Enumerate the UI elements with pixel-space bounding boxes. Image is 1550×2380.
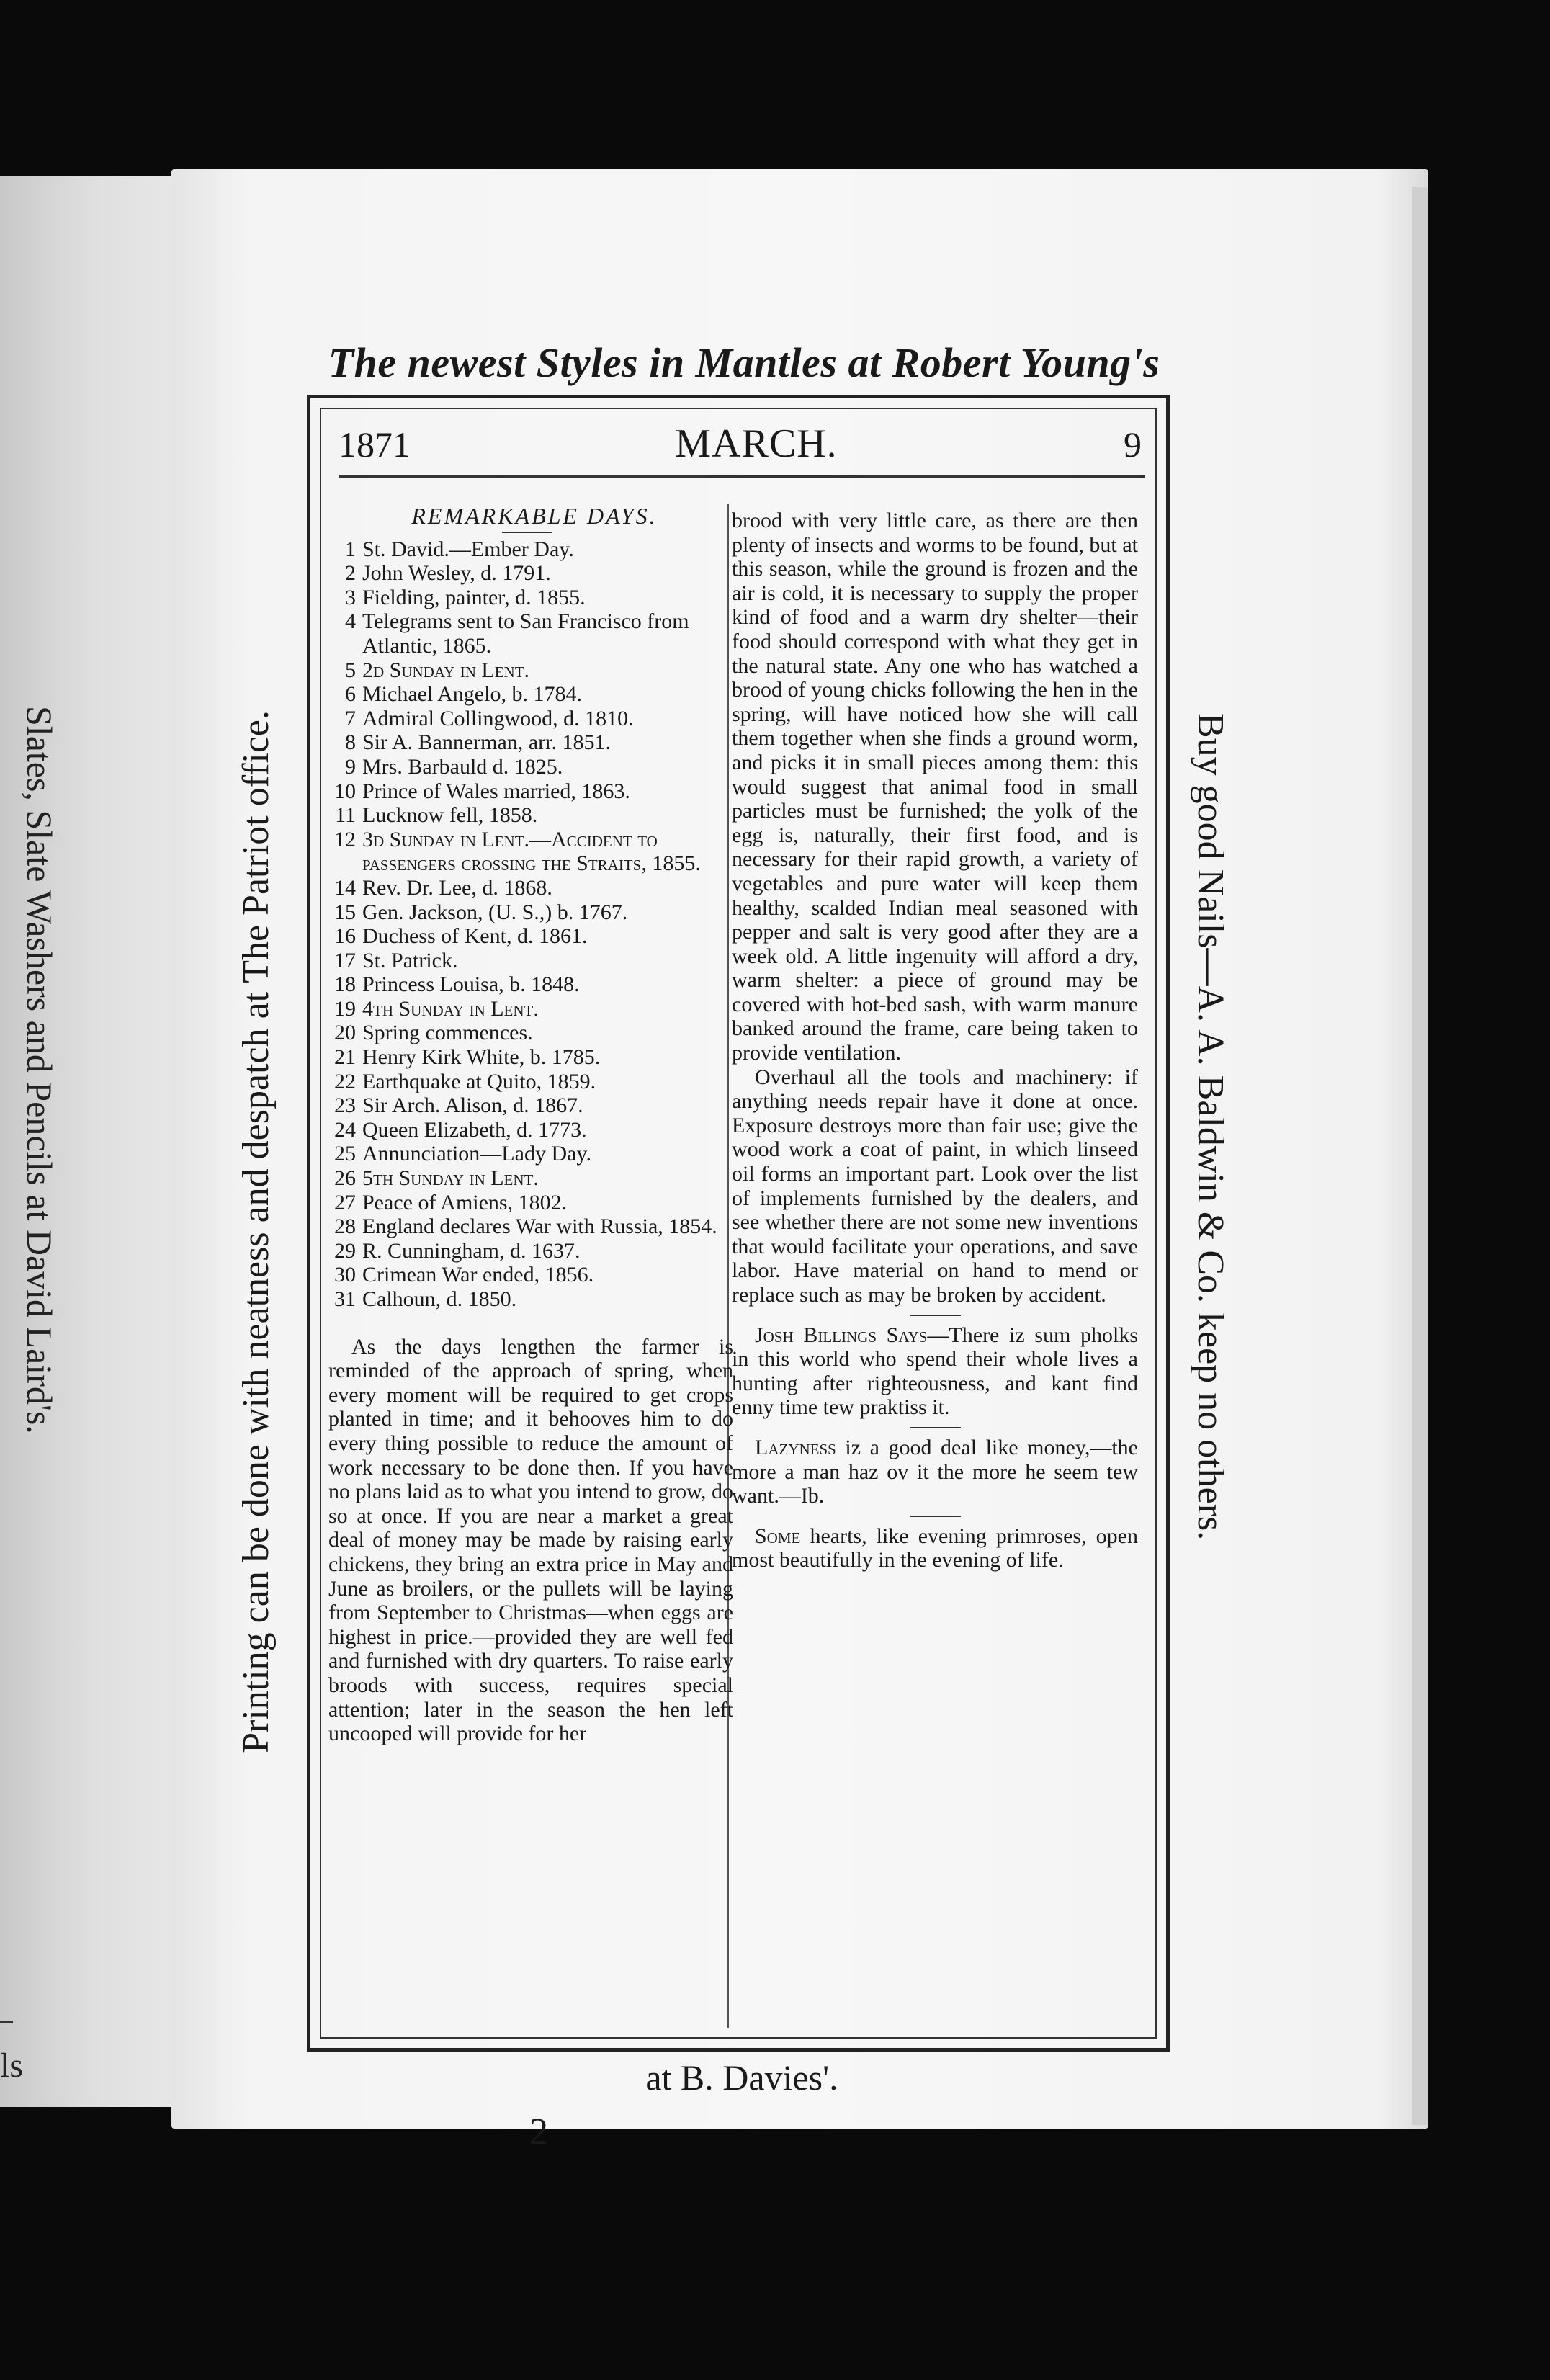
calendar-page-number: 9 [1124, 424, 1142, 465]
section-rule [910, 1427, 961, 1428]
spacer [321, 1312, 733, 1335]
left-page-fragment: ls [0, 2046, 24, 2085]
day-event: Crimean War ended, 1856. [362, 1263, 594, 1287]
day-number: 11 [335, 803, 356, 828]
page-signature-number: 2 [529, 2111, 548, 2152]
remarkable-day-item [321, 1239, 733, 1263]
remarkable-days-list [321, 537, 733, 1312]
page-edge [1412, 187, 1428, 2125]
remarkable-day-item [321, 586, 733, 610]
day-number: 7 [345, 706, 356, 730]
remarkable-day-item [321, 561, 733, 586]
side-ad-left [230, 569, 281, 1894]
remarkable-day-item [321, 1070, 733, 1094]
day-number: 20 [334, 1021, 356, 1045]
calendar-year: 1871 [339, 424, 411, 465]
remarkable-day-item [321, 1166, 733, 1191]
day-number: 15 [334, 900, 356, 924]
day-event: Rev. Dr. Lee, d. 1868. [362, 875, 552, 900]
remarkable-day-item [321, 682, 733, 707]
day-event: Mrs. Barbauld d. 1825. [362, 754, 563, 779]
remarkable-day-item [321, 876, 733, 900]
remarkable-day-item [321, 924, 733, 949]
remarkable-day-item [321, 1263, 733, 1287]
chicks-paragraph: brood with very little care, as there are then plenty of insects and worms to be found, but at this season, while the ground is frozen and the air is cold, it is necessary to supply the proper kind of food and a warm dry shelter—their food should correspond with what they get in the natural state. Any one who has watched a brood of young chicks following the hen in the spring, will have noticed how she will call them together when she finds a ground worm, and picks it in small pieces among them: this would suggest that animal food in small particles must be furnished; the yolk of the egg is, naturally, their first food, and is necessary for their rapid growth, a variety of vegetables and pure water will keep them healthy, scalded Indian meal seasoned with pepper and salt is very good after they are a week old. A little ingenuity will afford a dry, warm shelter: a piece of ground may be covered with hot-bed sash, with warm manure banked around the frame, care being taken to provide ventilation. [732, 509, 1138, 1065]
day-number: 22 [334, 1069, 356, 1093]
day-event: Spring commences. [362, 1021, 533, 1045]
day-event: Sir Arch. Alison, d. 1867. [362, 1093, 583, 1118]
day-event: England declares War with Russia, 1854. [362, 1214, 717, 1239]
remarkable-days-title: REMARKABLE DAYS. [411, 503, 658, 529]
day-number: 17 [334, 948, 356, 972]
day-number: 4 [345, 609, 356, 634]
day-number: 10 [334, 779, 356, 803]
remarkable-day-item [321, 1214, 733, 1239]
day-number: 31 [334, 1287, 356, 1311]
day-event: Prince of Wales married, 1863. [362, 779, 630, 803]
remarkable-day-item [321, 1093, 733, 1118]
remarkable-day-item [321, 730, 733, 755]
day-event: Gen. Jackson, (U. S.,) b. 1767. [362, 900, 628, 924]
day-number: 30 [334, 1263, 356, 1287]
remarkable-day-item [321, 1142, 733, 1166]
left-column [321, 504, 733, 1746]
remarkable-day-item [321, 537, 733, 562]
day-number: 9 [345, 754, 356, 779]
remarkable-day-item [321, 609, 733, 658]
day-number: 1 [345, 537, 356, 561]
remarkable-day-item [321, 1118, 733, 1142]
day-number: 25 [334, 1142, 356, 1166]
josh-billings-text: —There iz sum pholks in this world who spend their whole lives a hunting after righteousness, and kant find enny time tew praktiss it. [732, 1323, 1138, 1420]
day-number: 14 [334, 875, 356, 900]
remarkable-day-item [321, 900, 733, 925]
lazyness-text: iz a good deal like money,—the more a man haz ov it the more he seem tew want.—Ib. [732, 1435, 1138, 1508]
farmer-paragraph: As the days lengthen the farmer is reminded of the approach of spring, when every moment will be required to get crops planted in time; and it behooves him to do every thing possible to reduce the amount of work necessary to be done then. If you have no plans laid as to what you intend to grow, do so at once. If you are near a market a great deal of money may be made by raising early chickens, they bring an extra price in May and June as broilers, or the pullets will be laying from September to Christmas—when eggs are highest in price.—provided they are well fed and furnished with dry quarters. To raise early broods with success, requires special attention; later in the season the hen left uncooped will provide for her [328, 1334, 733, 1746]
day-number: 3 [345, 585, 356, 609]
day-number: 2 [345, 561, 356, 586]
section-rule [910, 1516, 961, 1517]
remarkable-day-item [321, 949, 733, 973]
day-event: St. Patrick. [362, 948, 458, 972]
page-footer-ad: at B. Davies'. [645, 2057, 838, 2098]
right-column [723, 509, 1148, 1572]
calendar-month: MARCH. [675, 421, 838, 466]
day-event: John Wesley, d. 1791. [362, 561, 551, 586]
page-header-ad: The newest Styles in Mantles at Robert Young's [328, 339, 1160, 386]
day-number: 23 [334, 1093, 356, 1118]
day-event: Lucknow fell, 1858. [362, 803, 538, 828]
day-event: 3d Sunday in Lent.—Accident to passengers crossing the Straits, 1855. [362, 827, 701, 876]
title-rule [502, 532, 552, 533]
remarkable-day-item [321, 707, 733, 731]
day-number: 16 [334, 924, 356, 949]
some-hearts-paragraph [723, 1524, 1148, 1572]
side-ad-left-text: Printing can be done with neatness and despatch at The Patriot office. [235, 710, 277, 1753]
day-number: 6 [345, 682, 356, 707]
some-hearts-text: hearts, like evening primroses, open most beautifully in the evening of life. [732, 1524, 1138, 1572]
day-event: Earthquake at Quito, 1859. [362, 1069, 596, 1093]
remarkable-day-item [321, 1191, 733, 1215]
josh-billings-paragraph [723, 1323, 1148, 1420]
day-event: Peace of Amiens, 1802. [362, 1190, 568, 1214]
day-number: 24 [334, 1117, 356, 1142]
lazyness-paragraph [723, 1436, 1148, 1508]
left-page-rule [0, 2021, 13, 2023]
day-event: Duchess of Kent, d. 1861. [362, 924, 588, 949]
remarkable-day-item [321, 755, 733, 779]
remarkable-day-item [321, 1045, 733, 1070]
day-event: 2d Sunday in Lent. [362, 658, 530, 682]
day-event: R. Cunningham, d. 1637. [362, 1238, 581, 1263]
left-page-vertical-text: Slates, Slate Washers and Pencils at David Laird's. [19, 706, 60, 1434]
remarkable-day-item [321, 828, 733, 876]
lazyness-lead: Lazyness [755, 1435, 836, 1459]
josh-billings-lead: Josh Billings Says [755, 1323, 928, 1347]
remarkable-day-item [321, 997, 733, 1021]
day-event: Annunciation—Lady Day. [362, 1142, 591, 1166]
day-event: Calhoun, d. 1850. [362, 1287, 517, 1311]
section-rule [910, 1315, 961, 1316]
tools-paragraph: Overhaul all the tools and machinery: if anything needs repair have it done at once. Exposure destroys more than fair use; give the wood work a coat of paint, in which linseed oil forms an important part. Look over the list of implements furnished by the dealers, and see whether there are not some new inventions that would facilitate your operations, and save labor. Have material on hand to mend or replace such as may be broken by accident. [732, 1065, 1138, 1307]
day-event: Sir A. Bannerman, arr. 1851. [362, 730, 611, 755]
day-event: Fielding, painter, d. 1855. [362, 585, 586, 609]
day-event: Admiral Collingwood, d. 1810. [362, 706, 634, 730]
day-event: Henry Kirk White, b. 1785. [362, 1045, 601, 1070]
day-number: 18 [334, 972, 356, 997]
day-event: Princess Louisa, b. 1848. [362, 972, 580, 997]
day-event: Telegrams sent to San Francisco from Atlantic, 1865. [362, 609, 689, 658]
day-number: 27 [334, 1190, 356, 1214]
day-number: 19 [334, 996, 356, 1021]
remarkable-day-item [321, 1287, 733, 1312]
day-event: St. David.—Ember Day. [362, 537, 574, 561]
day-number: 26 [334, 1166, 356, 1191]
side-ad-right: Buy good Nails—A. A. Baldwin & Co. keep no others. [1190, 713, 1231, 1541]
day-event: Michael Angelo, b. 1784. [362, 682, 582, 707]
header-rule [339, 475, 1145, 478]
remarkable-day-item [321, 1021, 733, 1045]
day-event: 5th Sunday in Lent. [362, 1166, 539, 1191]
day-number: 8 [345, 730, 356, 755]
remarkable-day-item [321, 658, 733, 683]
day-number: 29 [334, 1238, 356, 1263]
day-number: 21 [334, 1045, 356, 1070]
day-number: 5 [345, 658, 356, 682]
day-event: 4th Sunday in Lent. [362, 996, 539, 1021]
remarkable-day-item [321, 972, 733, 997]
remarkable-day-item [321, 779, 733, 804]
day-number: 28 [334, 1214, 356, 1239]
day-event: Queen Elizabeth, d. 1773. [362, 1117, 587, 1142]
remarkable-day-item [321, 803, 733, 828]
day-number: 12 [334, 827, 356, 851]
some-hearts-lead: Some [755, 1524, 801, 1548]
